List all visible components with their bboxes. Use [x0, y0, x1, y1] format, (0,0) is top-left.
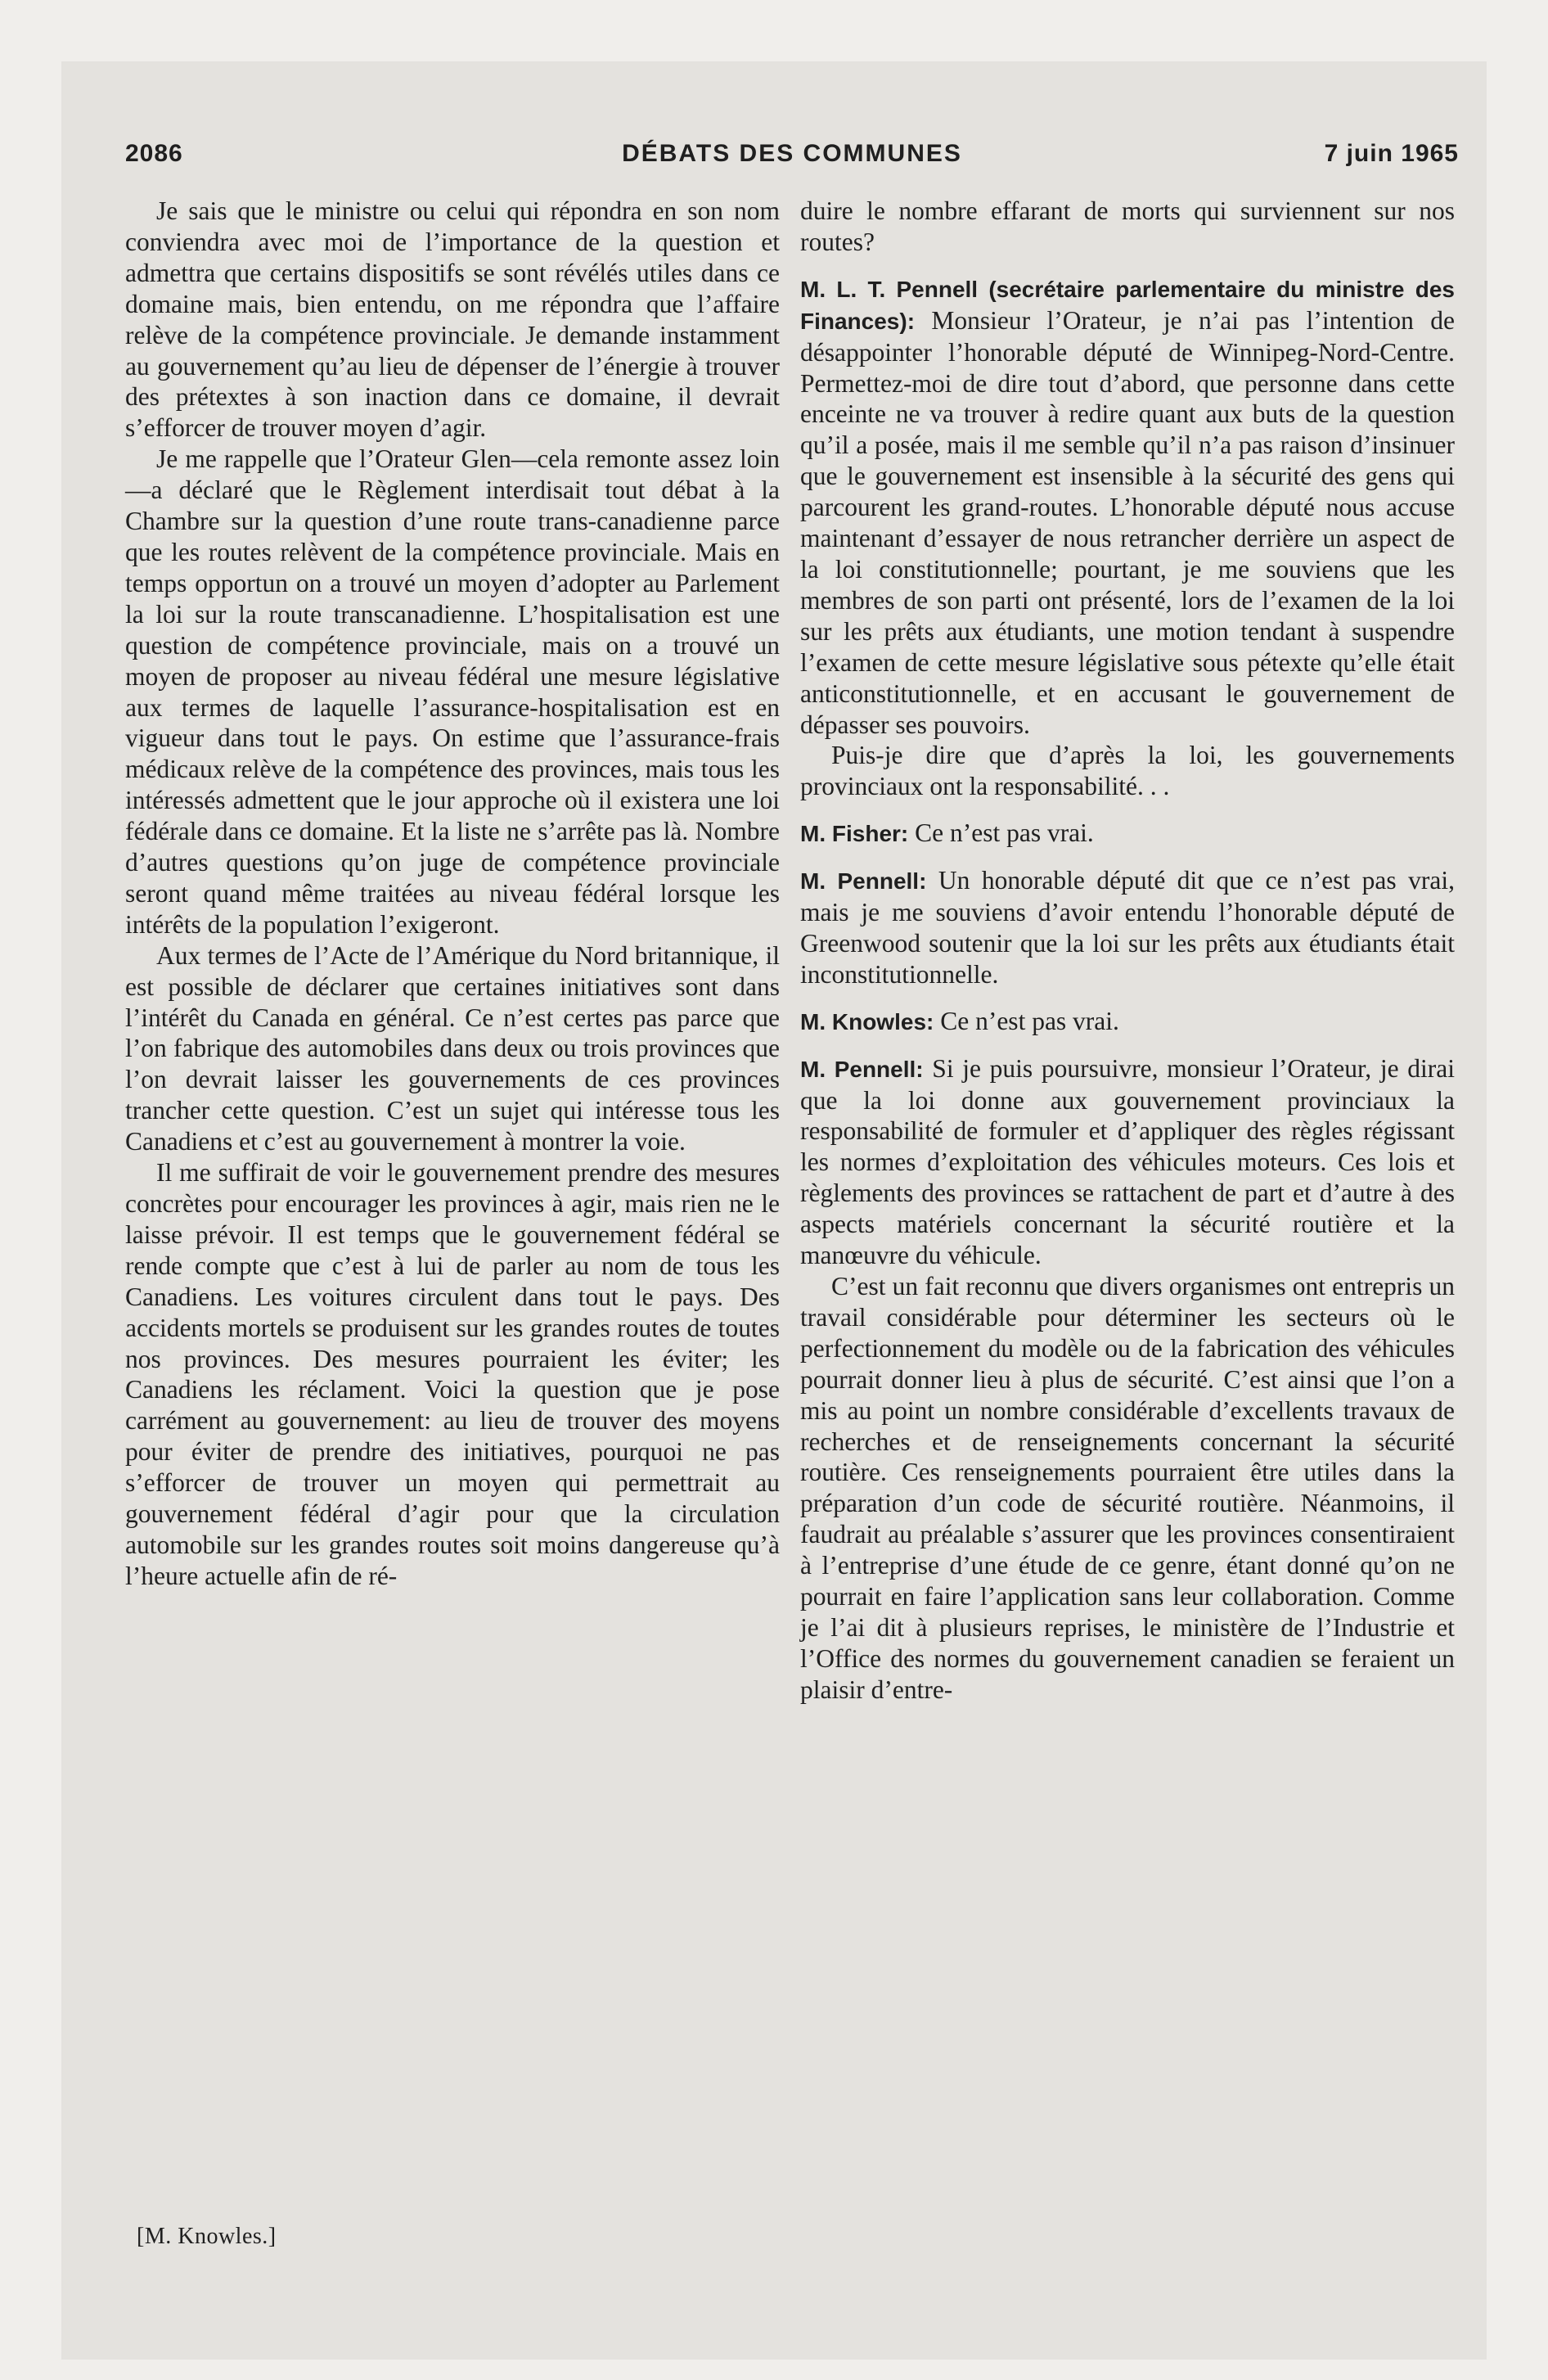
- speaker-name: M. Pennell:: [800, 1056, 924, 1082]
- page: [61, 61, 1487, 2360]
- speech: [800, 865, 1455, 990]
- publication-title: DÉBATS DES COMMUNES: [622, 140, 962, 167]
- speech-text: Un honorable député dit que ce n’est pas vrai, mais je me souviens d’avoir entendu l’honorable député de Greenwood soutenir que la loi sur les prêts aux étudiants était inconstitutionnelle.: [800, 866, 1456, 989]
- page-header: [125, 140, 1459, 181]
- speaker-name: M. Knowles:: [800, 1008, 934, 1034]
- right-column: [800, 196, 1455, 1706]
- speech-text: Monsieur l’Orateur, je n’ai pas l’intention de désappointer l’honorable député de Winnipeg-Nord-Centre. Permettez-moi de dire tout d’abord, que personne dans cette enceinte ne va trouver à redire quant aux buts de la question qu’il a posée, mais il me semble qu’il n’a pas raison d’insinuer que le gouvernement est insensible à la sécurité des gens qui parcourent les grand-routes. L’honorable député nous accuse maintenant d’essayer de nous retrancher derrière un aspect de la loi constitutionnelle; pourtant, je me souviens que les membres de son parti ont présenté, lors de l’examen de la loi sur les prêts aux étudiants, une motion tendant à suspendre l’examen de cette mesure législative sous pétexte qu’elle était anticonstitutionnelle, et en accusant le gouvernement de dépasser ses pouvoirs.: [800, 305, 1455, 739]
- speech: [800, 818, 1455, 850]
- speaker-name: M. L. T. Pennell (secrétaire parlementaire du ministre des Finances):: [800, 276, 1455, 334]
- speech: [800, 1053, 1455, 1271]
- speech-text: Ce n’est pas vrai.: [934, 1006, 1119, 1035]
- paragraph: duire le nombre effarant de morts qui surviennent sur nos routes?: [800, 196, 1455, 256]
- paragraph: Aux termes de l’Acte de l’Amérique du Nord britannique, il est possible de déclarer que certaines initiatives sont dans l’intérêt du Canada en général. Ce n’est certes pas parce que l’on fabrique des automobiles dans deux ou trois provinces que l’on devrait laisser les gouvernements de ces provinces trancher cette question. C’est un sujet qui intéresse tous les Canadiens et c’est au gouvernement à montrer la voie.: [125, 940, 780, 1156]
- speech: [800, 273, 1455, 741]
- paragraph: Puis-je dire que d’après la loi, les gouvernements provinciaux ont la responsabilité. . .: [800, 741, 1455, 801]
- speaker-name: M. Pennell:: [800, 868, 927, 895]
- speaker-attribution: [M. Knowles.]: [137, 2224, 277, 2249]
- paragraph: C’est un fait reconnu que divers organismes ont entrepris un travail considérable pour déterminer les secteurs où le perfectionnement du modèle ou de la fabrication des véhicules pourrait donner lieu à plus de sécurité. C’est ainsi que l’on a mis au point un nombre considérable d’excellents travaux de recherches et de renseignements concernant la sécurité routière. Ces renseignements pourraient être utiles dans la préparation d’un code de sécurité routière. Néanmoins, il faudrait au préalable s’assurer que les provinces consentiraient à l’entreprise d’une étude de ce genre, étant donné qu’on ne pourrait en faire l’application sans leur collaboration. Comme je l’ai dit à plusieurs reprises, le ministère de l’Industrie et l’Office des normes du gouvernement canadien se feraient un plaisir d’entre-: [800, 1272, 1455, 1704]
- page-number: 2086: [125, 140, 183, 167]
- speech-text: Ce n’est pas vrai.: [908, 818, 1094, 848]
- issue-date: 7 juin 1965: [1324, 140, 1459, 167]
- paragraph: Je me rappelle que l’Orateur Glen—cela remonte assez loin—a déclaré que le Règlement interdisait tout débat à la Chambre sur la question d’une route trans-canadienne parce que les routes relèvent de la compétence provinciale. Mais en temps opportun on a trouvé un moyen d’adopter au Parlement la loi sur la route transcanadienne. L’hospitalisation est une question de compétence provinciale, mais on a trouvé un moyen de proposer au niveau fédéral une mesure législative aux termes de laquelle l’assurance-hospitalisation est en vigueur dans tout le pays. On estime que l’assurance-frais médicaux relève de la compétence des provinces, mais tous les intéressés admettent que le jour approche où il existera une loi fédérale dans ce domaine. Et la liste ne s’arrête pas là. Nombre d’autres questions qu’on juge de compétence provinciale seront quand même traitées au niveau fédéral lorsque les intérêts de la population l’exigeront.: [125, 444, 780, 939]
- speech-text: Si je puis poursuivre, monsieur l’Orateur, je dirai que la loi donne aux gouvernement provinciaux la responsabilité de formuler et d’appliquer des règles régissant les normes d’exploitation des véhicules moteurs. Ces lois et règlements des provinces se rattachent de part et d’autre à des aspects matériels concernant la sécurité routière et la manœuvre du véhicule.: [800, 1053, 1455, 1270]
- speech: [800, 1006, 1455, 1038]
- speaker-name: M. Fisher:: [800, 821, 909, 847]
- paragraph: Il me suffirait de voir le gouvernement prendre des mesures concrètes pour encourager les provinces à agir, mais rien ne le laisse prévoir. Il est temps que le gouvernement fédéral se rende compte que c’est à lui de parler au nom de tous les Canadiens. Les voitures circulent dans tout le pays. Des accidents mortels se produisent sur les grandes routes de toutes nos provinces. Des mesures pourraient les éviter; les Canadiens les réclament. Voici la question que je pose carrément au gouvernement: au lieu de trouver des moyens pour éviter de prendre des initiatives, pourquoi ne pas s’efforcer de trouver un moyen qui permettrait au gouvernement fédéral d’agir pour que la circulation automobile sur les grandes routes soit moins dangereuse qu’à l’heure actuelle afin de ré-: [125, 1158, 780, 1590]
- paragraph: Je sais que le ministre ou celui qui répondra en son nom conviendra avec moi de l’importance de la question et admettra que certains dispositifs se sont révélés utiles dans ce domaine mais, bien entendu, on me répondra que l’affaire relève de la compétence provinciale. Je demande instamment au gouvernement qu’au lieu de dépenser de l’énergie à trouver des prétextes à son inaction dans ce domaine, il devrait s’efforcer de trouver moyen d’agir.: [125, 196, 780, 443]
- left-column: [125, 196, 780, 1592]
